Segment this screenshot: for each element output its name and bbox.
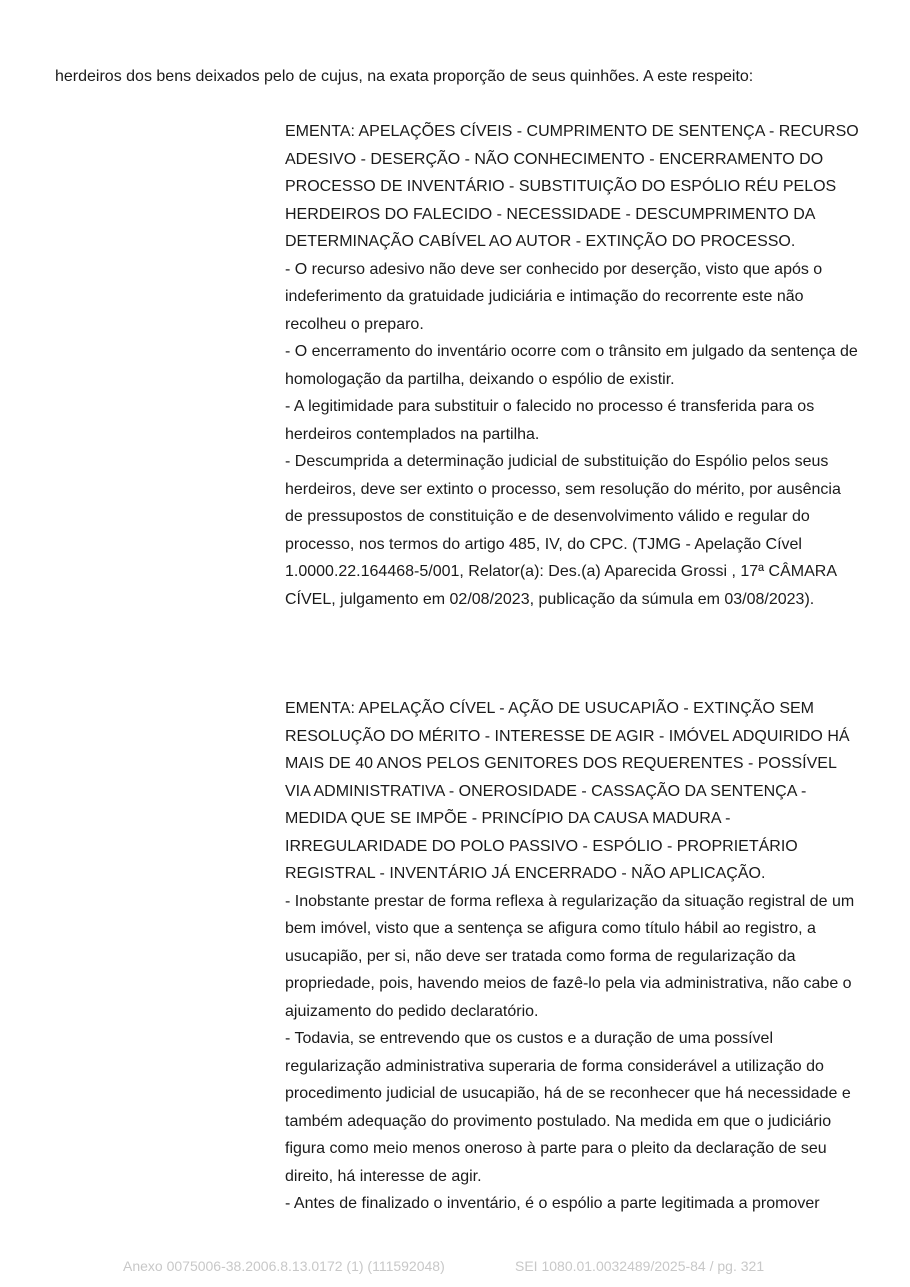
ementa-heading: EMENTA: APELAÇÕES CÍVEIS - CUMPRIMENTO DE SENTENÇA - RECURSO ADESIVO - DESERÇÃO - NÃO CONHECIMENTO - ENCERRAMENTO DO PROCESSO DE INVENTÁRIO - SUBSTITUIÇÃO DO ESPÓLIO RÉU PELOS HERDEIROS DO FALECIDO - NECESSIDADE - DESCUMPRIMENTO DA DETERMINAÇÃO CABÍVEL AO AUTOR - EXTINÇÃO DO PROCESSO. [285,123,859,250]
ementa-item: - Inobstante prestar de forma reflexa à regularização da situação registral de um bem imóvel, visto que a sentença se afigura como título hábil ao registro, a usucapião, per si, não deve ser tratada como forma de regularização da propriedade, pois, havendo meios de fazê-lo pela via administrativa, não cabe o ajuizamento do pedido declaratório. [285,892,855,1020]
ementa-item: - O recurso adesivo não deve ser conhecido por deserção, visto que após o indeferimento da gratuidade judiciária e intimação do recorrente este não recolheu o preparo. [285,260,823,333]
case-law-quote-2 [285,695,860,1218]
ementa-item: - O encerramento do inventário ocorre com o trânsito em julgado da sentença de homologação da partilha, deixando o espólio de existir. [285,343,858,388]
ementa-item: - Descumprida a determinação judicial de substituição do Espólio pelos seus herdeiros, deve ser extinto o processo, sem resolução do mérito, por ausência de pressupostos de constituição e de desenvolvimento válido e regular do processo, nos termos do artigo 485, IV, do CPC. (TJMG - Apelação Cível 1.0000.22.164468-5/001, Relator(a): Des.(a) Aparecida Grossi , 17ª CÂMARA CÍVEL, julgamento em 02/08/2023, publicação da súmula em 03/08/2023). [285,453,841,608]
intro-paragraph: herdeiros dos bens deixados pelo de cujus, na exata proporção de seus quinhões. A este respeito: [55,68,754,85]
ementa-item: - Antes de finalizado o inventário, é o espólio a parte legitimada a promover [285,1195,820,1212]
annex-reference: Anexo 0075006-38.2006.8.13.0172 (1) (111592048) [123,1258,445,1274]
ementa-item: - A legitimidade para substituir o falecido no processo é transferida para os herdeiros contemplados na partilha. [285,398,815,443]
sei-page-reference: SEI 1080.01.0032489/2025-84 / pg. 321 [515,1258,765,1274]
ementa-heading: EMENTA: APELAÇÃO CÍVEL - AÇÃO DE USUCAPIÃO - EXTINÇÃO SEM RESOLUÇÃO DO MÉRITO - INTERESSE DE AGIR - IMÓVEL ADQUIRIDO HÁ MAIS DE 40 ANOS PELOS GENITORES DOS REQUERENTES - POSSÍVEL VIA ADMINISTRATIVA - ONEROSIDADE - CASSAÇÃO DA SENTENÇA - MEDIDA QUE SE IMPÕE - PRINCÍPIO DA CAUSA MADURA - IRREGULARIDADE DO POLO PASSIVO - ESPÓLIO - PROPRIETÁRIO REGISTRAL - INVENTÁRIO JÁ ENCERRADO - NÃO APLICAÇÃO. [285,700,850,882]
case-law-quote-1 [285,118,860,613]
ementa-item: - Todavia, se entrevendo que os custos e a duração de uma possível regularização administrativa superaria de forma considerável a utilização do procedimento judicial de usucapião, há de se reconhecer que há necessidade e também adequação do provimento postulado. Na medida em que o judiciário figura como meio menos oneroso à parte para o pleito da declaração de seu direito, há interesse de agir. [285,1030,851,1185]
